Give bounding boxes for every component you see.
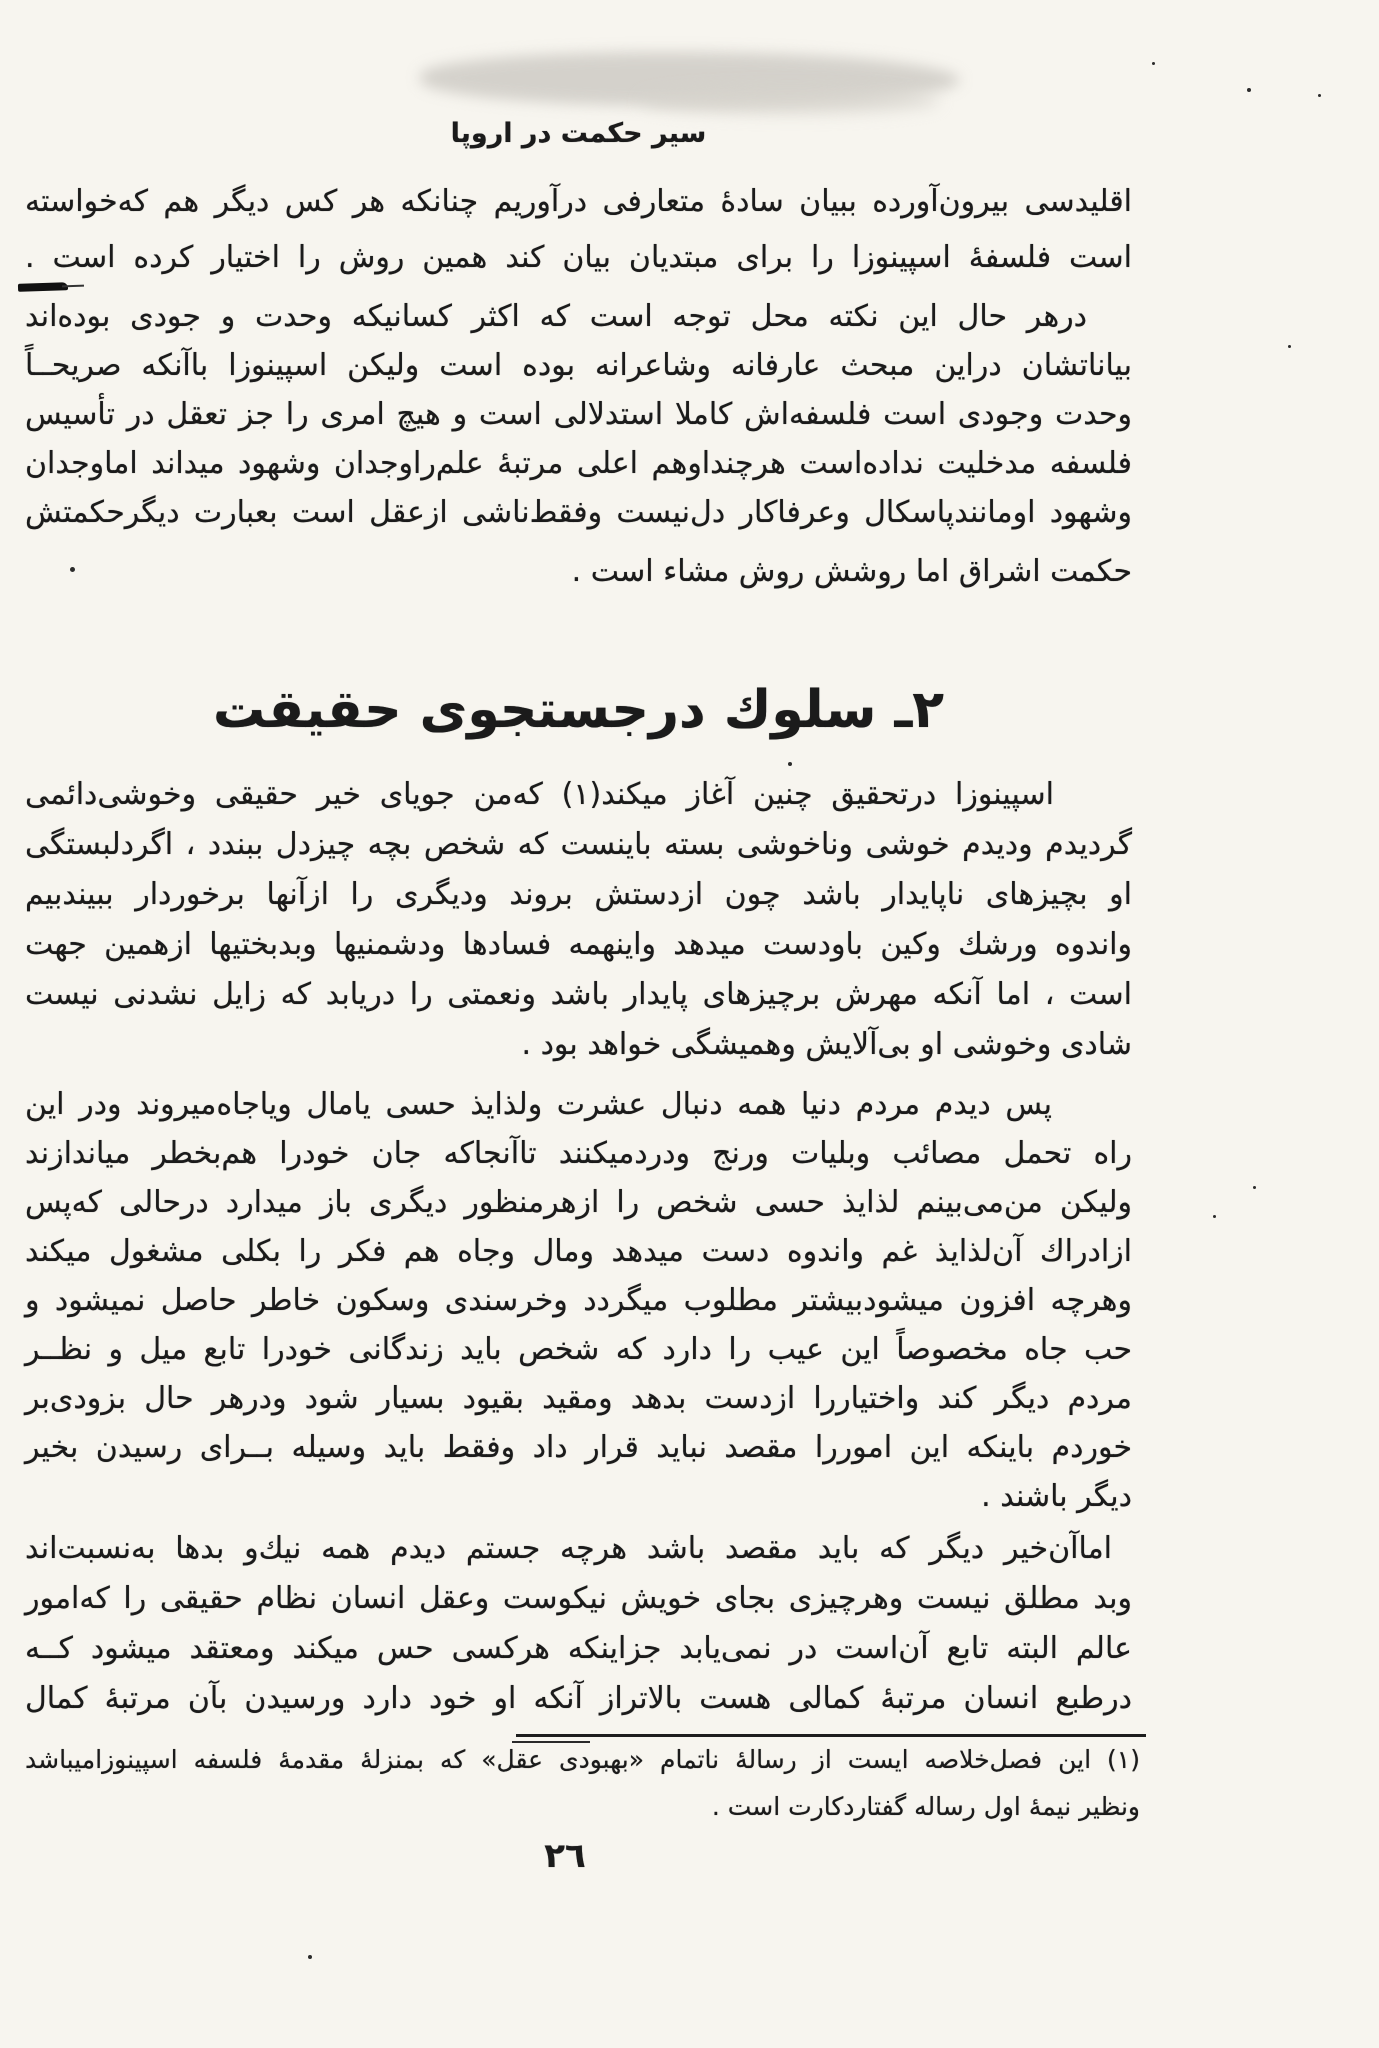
paragraph [25, 770, 1132, 1070]
text-line: او بچیزهای ناپایدار باشد چون ازدستش بروند ودیگری را ازآنها برخوردار ببیندبیم [25, 877, 1132, 912]
scan-speck [1318, 94, 1321, 97]
text-line: است ، اما آنکه مهرش برچیزهای پایدار باشد ونعمتی را دریابد که زایل نشدنی نیست [25, 977, 1132, 1012]
page-number: ۲٦ [544, 1836, 586, 1876]
text-line: وحدت وجودی است فلسفه‌اش کاملا استدلالی است و هیچ امری را جز تعقل در تأسیس [25, 397, 1132, 432]
text-line: واندوه ورشك وکین باودست میدهد واینهمه فسادها ودشمنیها وبدبختیها ازهمین جهت [25, 927, 1132, 962]
scan-speck [788, 762, 792, 766]
text-line: وبد مطلق نیست وهرچیزی بجای خویش نیکوست وعقل انسان نظام حقیقی را که‌امور [25, 1581, 1132, 1616]
scan-speck [1288, 345, 1291, 348]
text-line: راه تحمل مصائب وبلیات ورنج ودردمیکنند تاآنجاکه جان خودرا هم‌بخطر میاندازند [25, 1136, 1132, 1171]
text-line: بیاناتشان دراین مبحث عارفانه وشاعرانه بوده است ولیکن اسپینوزا باآنکه صریحــاً [25, 348, 1132, 383]
footnote-line: ونظیر نیمهٔ اول رساله گفتاردکارت است . [711, 1792, 1140, 1821]
text-line: اقلیدسی بیرون‌آورده ببیان سادهٔ متعارفی درآوریم چنانکه هر کس دیگر هم که‌خواسته [25, 184, 1132, 219]
text-line: وهرچه افزون میشودبیشتر مطلوب میگردد وخرسندی وسکون خاطر حاصل نمیشود و [25, 1283, 1132, 1318]
text-line: شادی وخوشی او بی‌آلایش وهمیشگی خواهد بود . [521, 1027, 1132, 1062]
text-line: درهر حال این نکته محل توجه است که اکثر کسانیکه وحدت و جودی بوده‌اند [25, 299, 1087, 334]
footnote [25, 1736, 1140, 1830]
text-line: دیگر باشند . [981, 1479, 1132, 1514]
text-line: عالم البته تابع آن‌است در نمی‌یابد جزاینکه هرکسی حس میکند ومعتقد میشود کــه [25, 1631, 1132, 1666]
scan-speck [308, 1955, 312, 1959]
text-line: اماآن‌خیر دیگر که باید مقصد باشد هرچه جستم دیدم همه نیك‌و بدها به‌نسبت‌اند [25, 1531, 1112, 1566]
text-line: فلسفه مدخلیت نداده‌است هرچنداوهم اعلی مرتبهٔ علم‌راوجدان وشهود میداند اماوجدان [25, 446, 1132, 481]
text-line: است فلسفهٔ اسپینوزا را برای مبتدیان بیان کند همین روش را اختیار کرده است . [25, 240, 1132, 275]
scan-speck [1253, 1186, 1256, 1189]
text-line: خوردم باینکه این اموررا مقصد نباید قرار داد وفقط باید وسیله بــرای رسیدن بخیر [25, 1430, 1132, 1465]
scan-speck [1247, 88, 1251, 92]
text-line: حکمت اشراق اما روشش روش مشاء است . [571, 554, 1132, 589]
footnote-line: (۱) این فصل‌خلاصه ایست از رسالهٔ ناتمام «بهبودی عقل» که بمنزلهٔ مقدمهٔ فلسفه اسپینوزامیباشد [25, 1745, 1140, 1774]
scan-speck [1213, 1215, 1216, 1218]
text-line: ازادراك آن‌لذایذ غم واندوه دست میدهد ومال وجاه هم فکر را بکلی مشغول میکند [25, 1234, 1132, 1269]
text-line: مردم دیگر کند واختیاررا ازدست بدهد ومقید بقیود بسیار شود ودرهر حال بزودی‌بر [25, 1381, 1132, 1416]
paragraph [25, 1524, 1132, 1724]
scan-smudge [640, 88, 940, 114]
section-heading: ۲ـ سلوك درجستجوی حقیقت [212, 680, 945, 740]
paragraph [25, 174, 1132, 286]
text-line: گردیدم ودیدم خوشی وناخوشی بسته باینست که شخص بچه چیزدل ببندد ، اگردلبستگی [25, 827, 1132, 862]
paragraph [25, 1080, 1132, 1521]
paragraph [25, 292, 1132, 596]
text-line: حب جاه مخصوصاً این عیب را دارد که شخص باید زندگانی خودرا تابع میل و نظــر [25, 1332, 1132, 1367]
text-line: ولیکن من‌می‌بینم لذایذ حسی شخص را ازهرمنظور دیگری باز میدارد درحالی که‌پس [25, 1185, 1132, 1220]
scan-speck [1152, 62, 1155, 65]
text-line: اسپینوزا درتحقیق چنین آغاز میکند(۱) که‌من جویای خیر حقیقی وخوشی‌دائمی [25, 777, 1054, 812]
text-line: وشهود اومانندپاسکال وعرفاکار دل‌نیست وفقط‌ناشی ازعقل است بعبارت دیگرحکمتش [25, 495, 1132, 530]
text-line: پس دیدم مردم دنیا همه دنبال عشرت ولذایذ حسی یامال ویاجاه‌میروند ودر این [25, 1087, 1052, 1122]
running-head: سیر حکمت در اروپا [450, 118, 707, 149]
text-line: درطبع انسان مرتبهٔ کمالی هست بالاتراز آنکه او خود دارد ورسیدن بآن مرتبهٔ کمال [25, 1681, 1132, 1716]
